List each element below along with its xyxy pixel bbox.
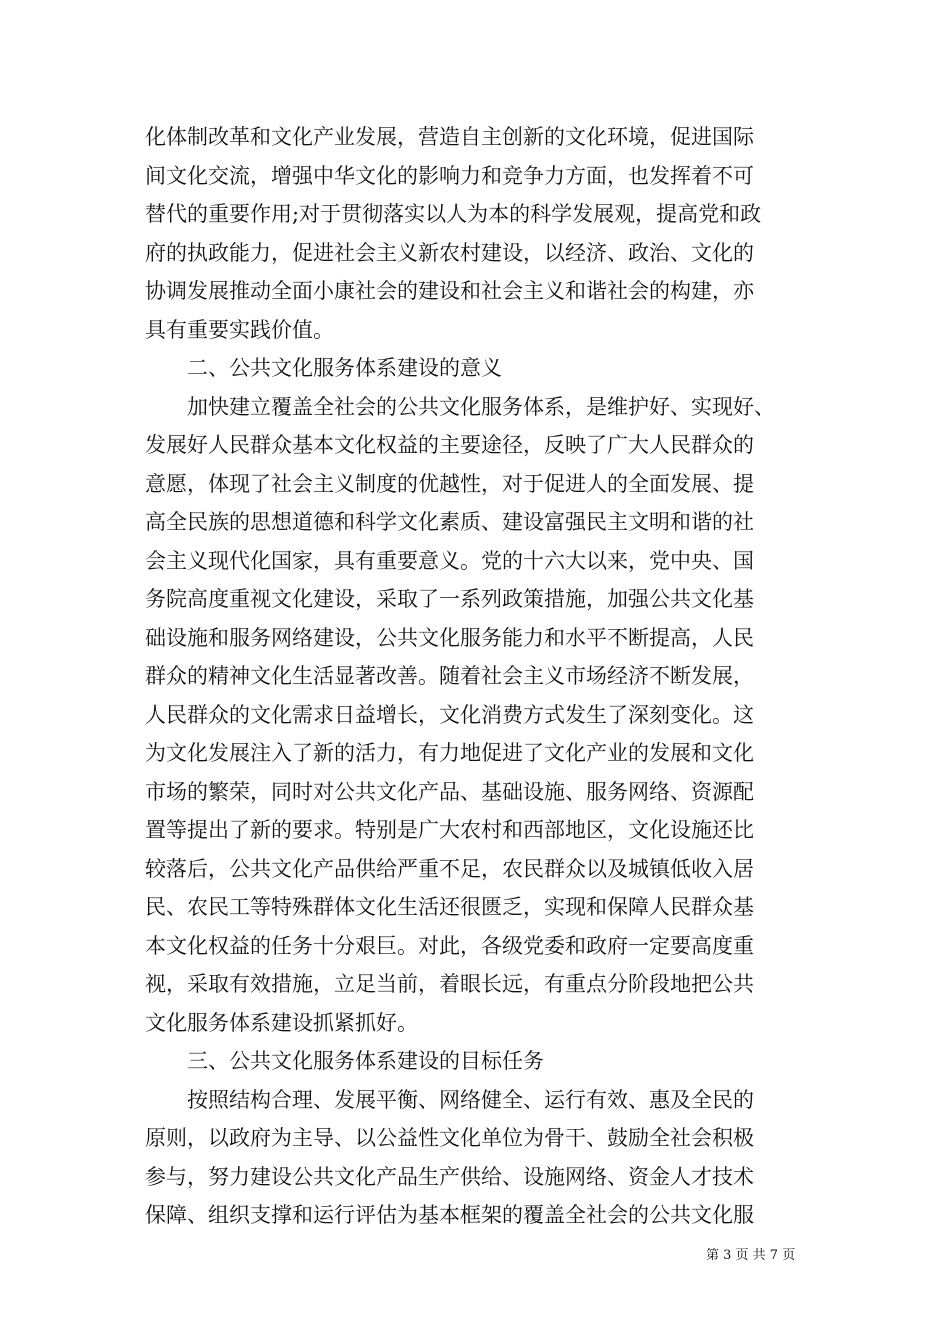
text-line: 替代的重要作用;对于贯彻落实以人为本的科学发展观，提高党和政 [145, 202, 762, 226]
section-heading: 二、公共文化服务体系建设的意义 [187, 356, 502, 380]
text-line: 文化服务体系建设抓紧抓好。 [145, 1010, 418, 1035]
document-body [145, 118, 825, 1235]
text-line: 为文化发展注入了新的活力，有力地促进了文化产业的发展和文化 [145, 741, 754, 765]
text-line: 础设施和服务网络建设，公共文化服务能力和水平不断提高，人民 [145, 625, 754, 650]
text-line: 较落后，公共文化产品供给严重不足，农民群众以及城镇低收入居 [145, 856, 754, 881]
text-line: 保障、组织支撑和运行评估为基本框架的覆盖全社会的公共文化服 [145, 1203, 754, 1227]
text-line: 化体制改革和文化产业发展，营造自主创新的文化环境，促进国际 [145, 125, 754, 149]
text-line: 参与，努力建设公共文化产品生产供给、设施网络、资金人才技术 [145, 1164, 754, 1189]
text-line: 具有重要实践价值。 [145, 317, 334, 342]
text-line: 发展好人民群众基本文化权益的主要途径，反映了广大人民群众的 [145, 433, 754, 457]
page-number-footer: 第 3 页 共 7 页 [706, 1248, 796, 1263]
text-line: 人民群众的文化需求日益增长，文化消费方式发生了深刻变化。这 [145, 702, 754, 727]
text-line: 市场的繁荣，同时对公共文化产品、基础设施、服务网络、资源配 [145, 779, 754, 804]
section-heading: 三、公共文化服务体系建设的目标任务 [187, 1049, 544, 1073]
text-line: 群众的精神文化生活显著改善。随着社会主义市场经济不断发展， [145, 664, 754, 688]
paragraph-first-line: 加快建立覆盖全社会的公共文化服务体系，是维护好、实现好、 [187, 394, 775, 419]
text-line: 置等提出了新的要求。特别是广大农村和西部地区，文化设施还比 [145, 818, 754, 842]
text-line: 原则，以政府为主导、以公益性文化单位为骨干、鼓励全社会积极 [145, 1126, 754, 1150]
text-line: 务院高度重视文化建设，采取了一系列政策措施，加强公共文化基 [145, 587, 754, 611]
text-line: 府的执政能力，促进社会主义新农村建设，以经济、政治、文化的 [145, 240, 754, 265]
text-line: 间文化交流，增强中华文化的影响力和竞争力方面，也发挥着不可 [145, 163, 754, 188]
text-line: 高全民族的思想道德和科学文化素质、建设富强民主文明和谐的社 [145, 510, 754, 534]
text-line: 本文化权益的任务十分艰巨。对此，各级党委和政府一定要高度重 [145, 933, 754, 958]
text-line: 民、农民工等特殊群体文化生活还很匮乏，实现和保障人民群众基 [145, 895, 754, 919]
text-line: 意愿，体现了社会主义制度的优越性，对于促进人的全面发展、提 [145, 471, 754, 496]
text-line: 视，采取有效措施，立足当前，着眼长远，有重点分阶段地把公共 [145, 972, 754, 996]
text-line: 协调发展推动全面小康社会的建设和社会主义和谐社会的构建，亦 [145, 279, 754, 303]
paragraph-first-line: 按照结构合理、发展平衡、网络健全、运行有效、惠及全民的 [187, 1087, 754, 1112]
text-line: 会主义现代化国家，具有重要意义。党的十六大以来，党中央、国 [145, 548, 754, 573]
